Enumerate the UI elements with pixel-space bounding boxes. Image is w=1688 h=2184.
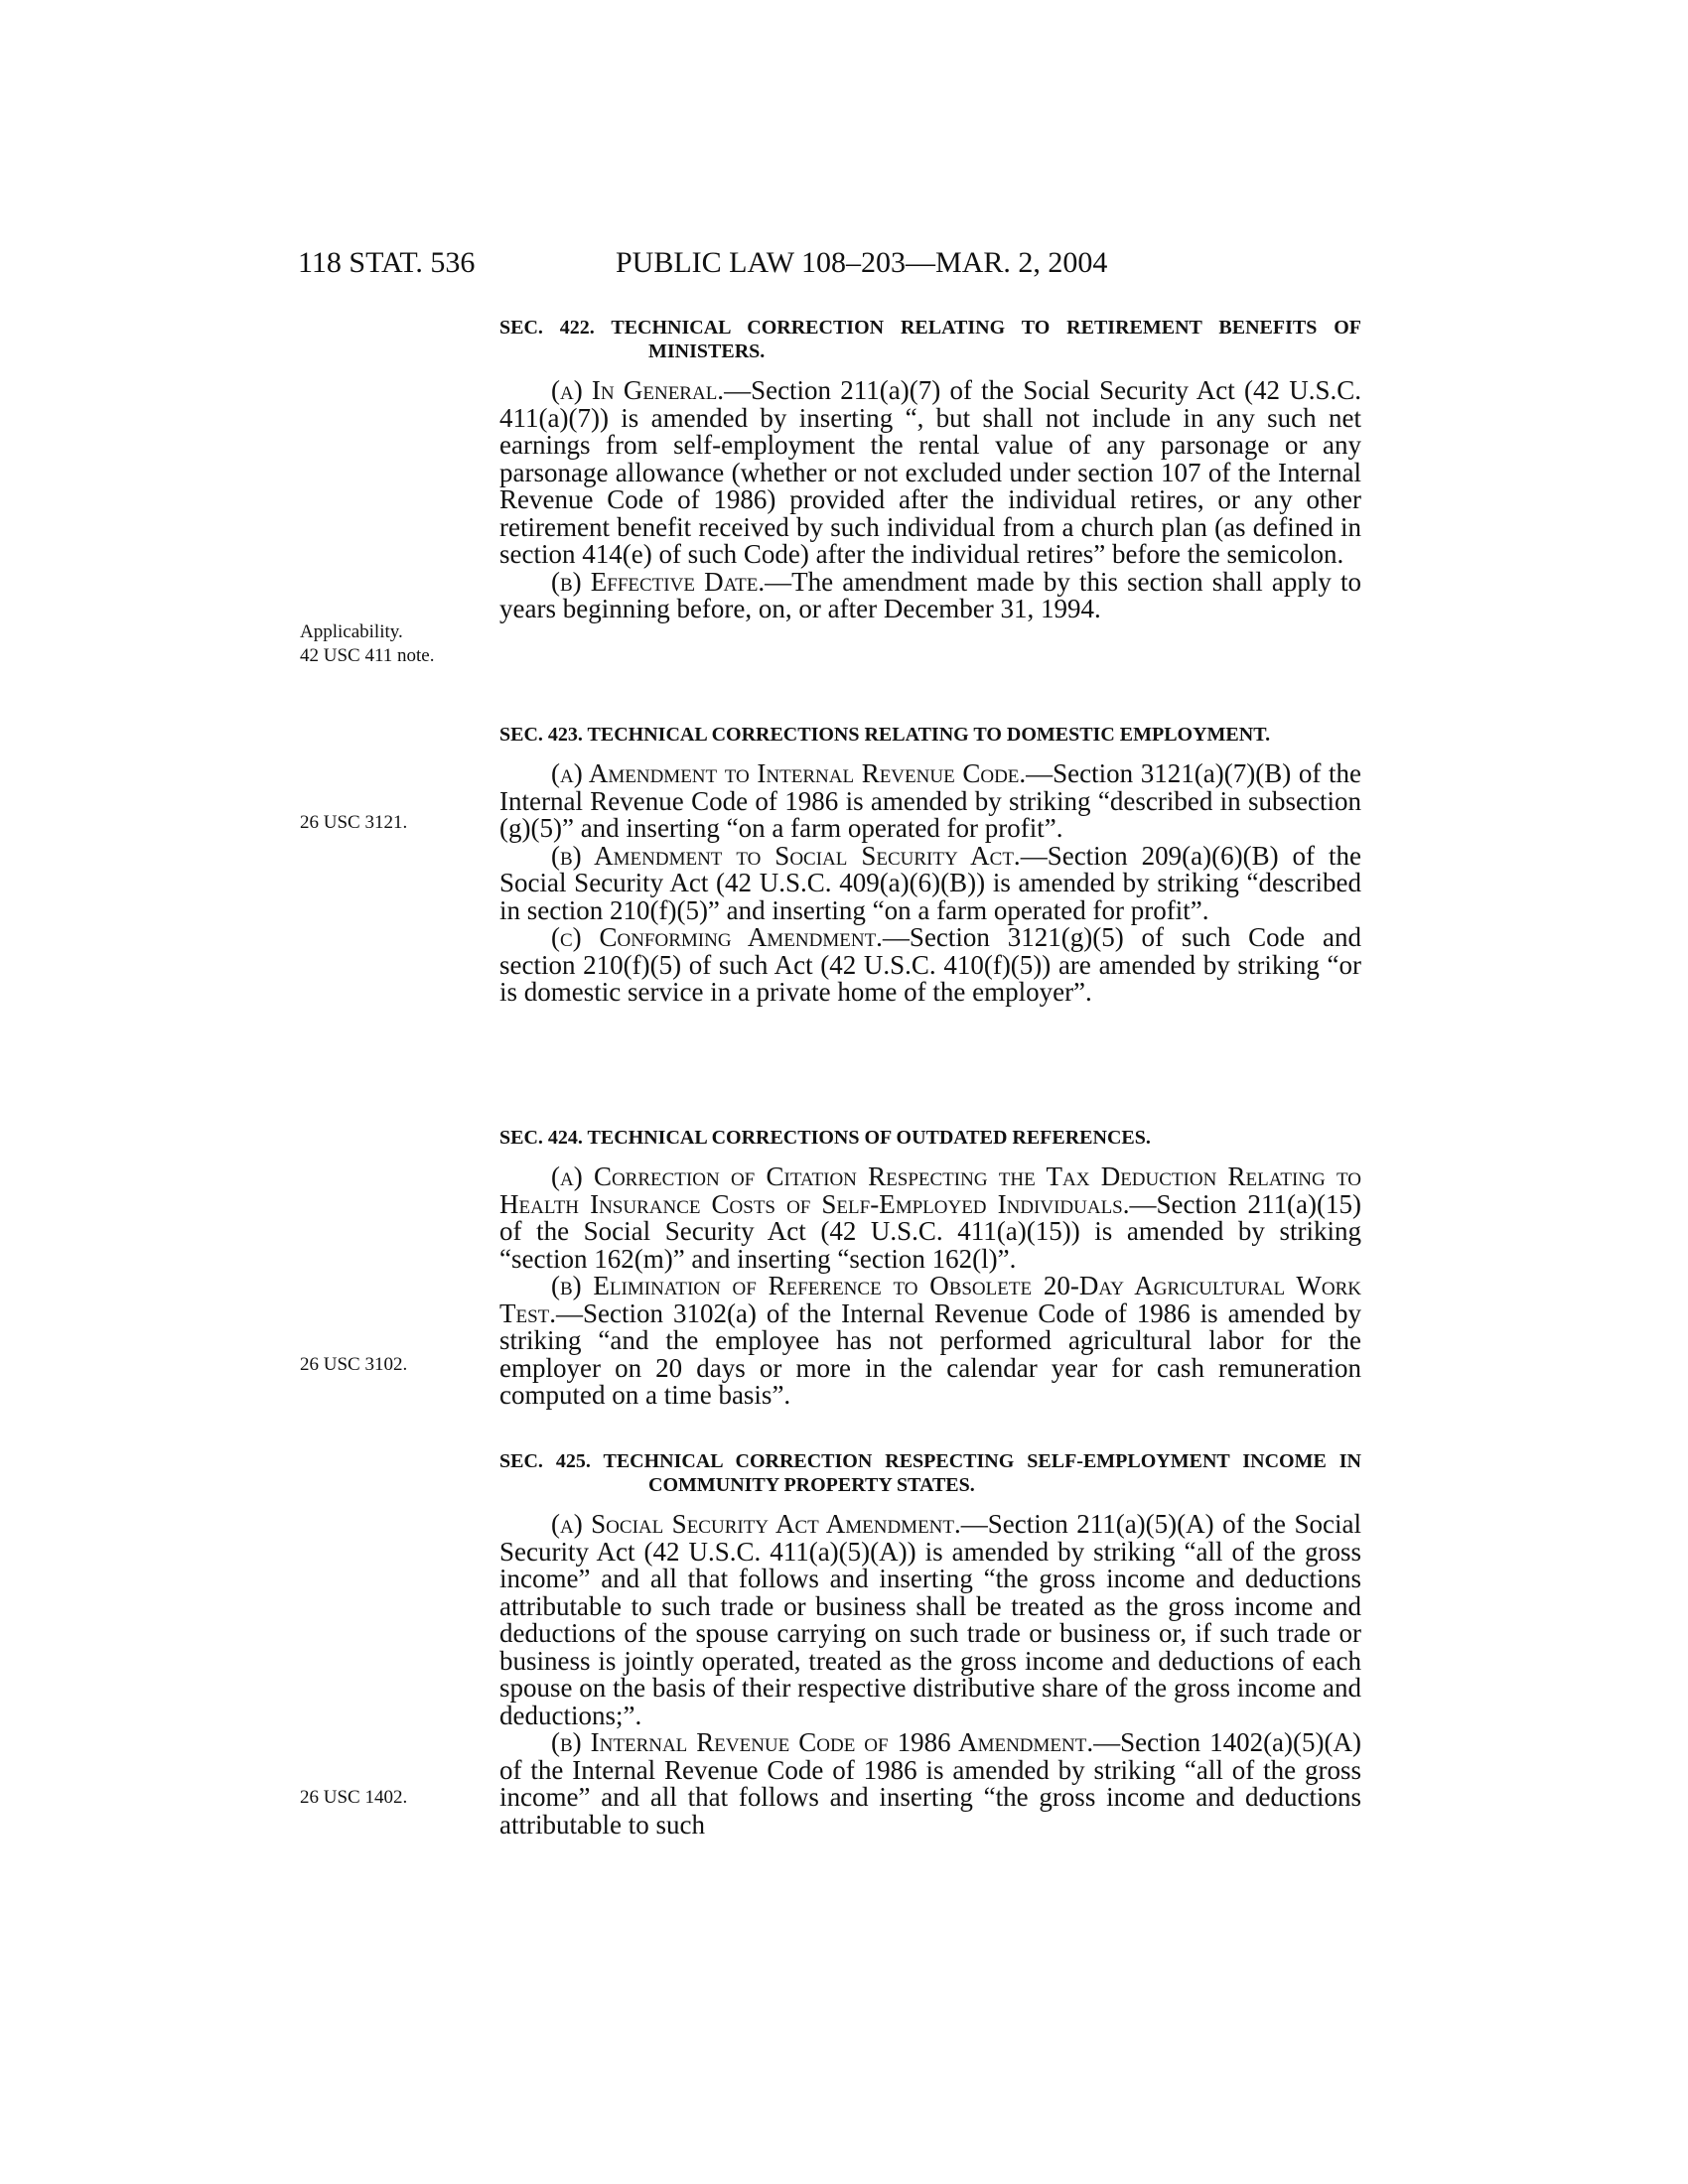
paragraph-text: —Section 3121(g)(5) of such Code and section 210(f)(5) of such Act (42 U.S.C. 410(f)(5)) are amended by striking “or is domestic service in a private home of the employer”. [499,922,1361,1007]
paragraph-b [499,566,1361,623]
margin-note-usc-411: 42 USC 411 note. [300,645,435,666]
section-422 [499,316,1361,623]
section-heading: SEC. 423. TECHNICAL CORRECTIONS RELATING TO DOMESTIC EMPLOYMENT. [499,724,1271,746]
paragraph-a [499,377,1361,569]
paragraph-text: —Section 209(a)(6)(B) of the Social Security Act (42 U.S.C. 409(a)(6)(B)) is amended by striking “described in section 210(f)(5)” and inserting “on a farm operated for profit”. [499,840,1361,925]
paragraph-a [499,760,1361,843]
paragraph-label: (a) In General. [551,375,725,405]
section-heading: SEC. 422. TECHNICAL CORRECTION RELATING TO RETIREMENT BENEFITS OF MINISTERS. [499,317,1361,362]
paragraph-label: (c) Conforming Amendment. [551,922,883,952]
paragraph-label: (b) Amendment to Social Security Act. [551,840,1021,871]
paragraph-a [499,1511,1361,1729]
paragraph-label: (a) Amendment to Internal Revenue Code. [551,758,1027,788]
paragraph-label: (a) Correction of Citation Respecting the Tax Deduction Relating to Health Insurance Costs of Self-Employed Individuals. [499,1161,1361,1219]
margin-note-applicability: Applicability. [300,621,403,642]
paragraph-text: —Section 211(a)(7) of the Social Security Act (42 U.S.C. 411(a)(7)) is amended by inserting “, but shall not include in any such net earnings from self-employment the rental value of any parsonage or any parsonage allowance (whether or not excluded under section 107 of the Internal Revenue Code of 1986) provided after the individual retires, or any other retirement benefit received by such individual from a church plan (as defined in section 414(e) of such Code) after the individual retires” before the semicolon. [499,375,1361,569]
paragraph-text: —Section 211(a)(5)(A) of the Social Security Act (42 U.S.C. 411(a)(5)(A)) is amended by striking “all of the gross income” and all that follows and inserting “the gross income and deductions attributable to such trade or business shall be treated as the gross income and deductions of the spouse carrying on such trade or business or, if such trade or business is jointly operated, treated as the gross income and deductions of each spouse on the basis of their respective distributive share of the gross income and deductions;”. [499,1509,1361,1730]
paragraph-b [499,840,1361,925]
running-header [298,246,1382,286]
section-423 [499,723,1361,1007]
paragraph-text: —Section 211(a)(15) of the Social Security Act (42 U.S.C. 411(a)(15)) is amended by striking “section 162(m)” and inserting “section 162(l)”. [499,1188,1361,1274]
stat-page-number: 118 STAT. 536 [298,246,476,279]
margin-note-usc-3121: 26 USC 3121. [300,812,408,833]
section-heading: SEC. 424. TECHNICAL CORRECTIONS OF OUTDATED REFERENCES. [499,1127,1151,1149]
paragraph-c [499,924,1361,1007]
section-heading: SEC. 425. TECHNICAL CORRECTION RESPECTING SELF-EMPLOYMENT INCOME IN COMMUNITY PROPERTY STATES. [499,1450,1361,1496]
margin-note-usc-1402: 26 USC 1402. [300,1787,408,1808]
paragraph-text: —Section 3102(a) of the Internal Revenue Code of 1986 is amended by striking “and the employee has not performed agricultural labor for the employer on 20 days or more in the calendar year for cash remuneration computed on a time basis”. [499,1297,1361,1410]
section-425 [499,1449,1361,1839]
paragraph-text: —Section 1402(a)(5)(A) of the Internal Revenue Code of 1986 is amended by striking “all of the gross income” and all that follows and inserting “the gross income and deductions attributable to such [499,1727,1361,1840]
section-424 [499,1126,1361,1410]
paragraph-a [499,1163,1361,1273]
public-law-title: PUBLIC LAW 108–203—MAR. 2, 2004 [616,246,1108,279]
paragraph-b [499,1729,1361,1839]
paragraph-label: (b) Elimination of Reference to Obsolete 20-Day Agricultural Work Test. [499,1271,1361,1328]
paragraph-label: (b) Effective Date. [551,566,766,597]
paragraph-label: (a) Social Security Act Amendment. [551,1509,961,1539]
paragraph-text: —The amendment made by this section shall apply to years beginning before, on, or after December 31, 1994. [499,566,1361,623]
paragraph-label: (b) Internal Revenue Code of 1986 Amendment. [551,1727,1094,1757]
paragraph-text: —Section 3121(a)(7)(B) of the Internal Revenue Code of 1986 is amended by striking “described in subsection (g)(5)” and inserting “on a farm operated for profit”. [499,758,1361,843]
paragraph-b [499,1273,1361,1410]
margin-note-usc-3102: 26 USC 3102. [300,1354,408,1375]
